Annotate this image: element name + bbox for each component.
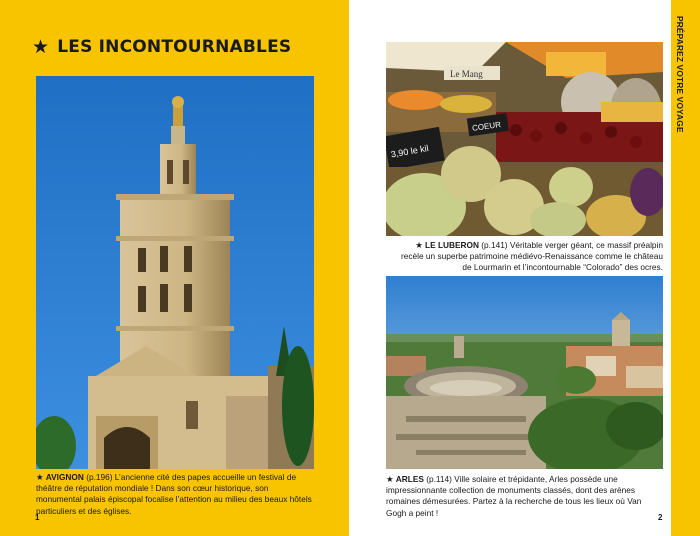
caption-text: (p.141) Véritable verger géant, ce massif préalpin recèle un superbe patrimoine médiévo-Renaissance comme le château de Lourmarin et l’incontournable “Colorado” des ocres.	[401, 240, 663, 273]
arles-caption	[386, 474, 663, 519]
avignon-caption	[36, 472, 315, 517]
left-page	[0, 0, 349, 536]
page-title	[32, 37, 291, 57]
luberon-photo	[386, 42, 663, 236]
market-sign: COEUR	[471, 119, 502, 133]
avignon-photo	[36, 76, 314, 469]
star-icon: ★	[386, 474, 394, 484]
section-side-tab	[671, 0, 700, 536]
luberon-caption	[391, 240, 663, 274]
caption-text: (p.196) L’ancienne cité des papes accueille un festival de théâtre de réputation mondiale ! Dans son cœur historique, son monumental palais épiscopal focalise l’attention au milieu des beaux hôtels particuliers et des églises.	[36, 472, 312, 516]
section-side-tab-label: PRÉPAREZ VOTRE VOYAGE	[675, 16, 685, 133]
caption-place-name: AVIGNON	[45, 472, 84, 482]
caption-text: (p.114) Ville solaire et trépidante, Arles possède une impressionnante collection de monuments classés, dont des arènes romaines démesurées. Partez à la recherche de tous les lieux où Van Gogh a peint !	[386, 474, 642, 518]
page-number: 1	[35, 513, 40, 522]
star-icon: ★	[32, 35, 50, 58]
page-number: 2	[658, 513, 663, 522]
caption-place-name: LE LUBERON	[425, 240, 479, 250]
star-icon: ★	[36, 472, 44, 482]
arles-photo	[386, 276, 663, 469]
page-title-text: LES INCONTOURNABLES	[57, 37, 292, 57]
right-page	[349, 0, 700, 536]
market-sign: Le Mang	[450, 69, 483, 79]
market-sign: 3,90 le kil	[390, 143, 430, 160]
star-icon: ★	[415, 240, 423, 250]
caption-place-name: ARLES	[395, 474, 424, 484]
